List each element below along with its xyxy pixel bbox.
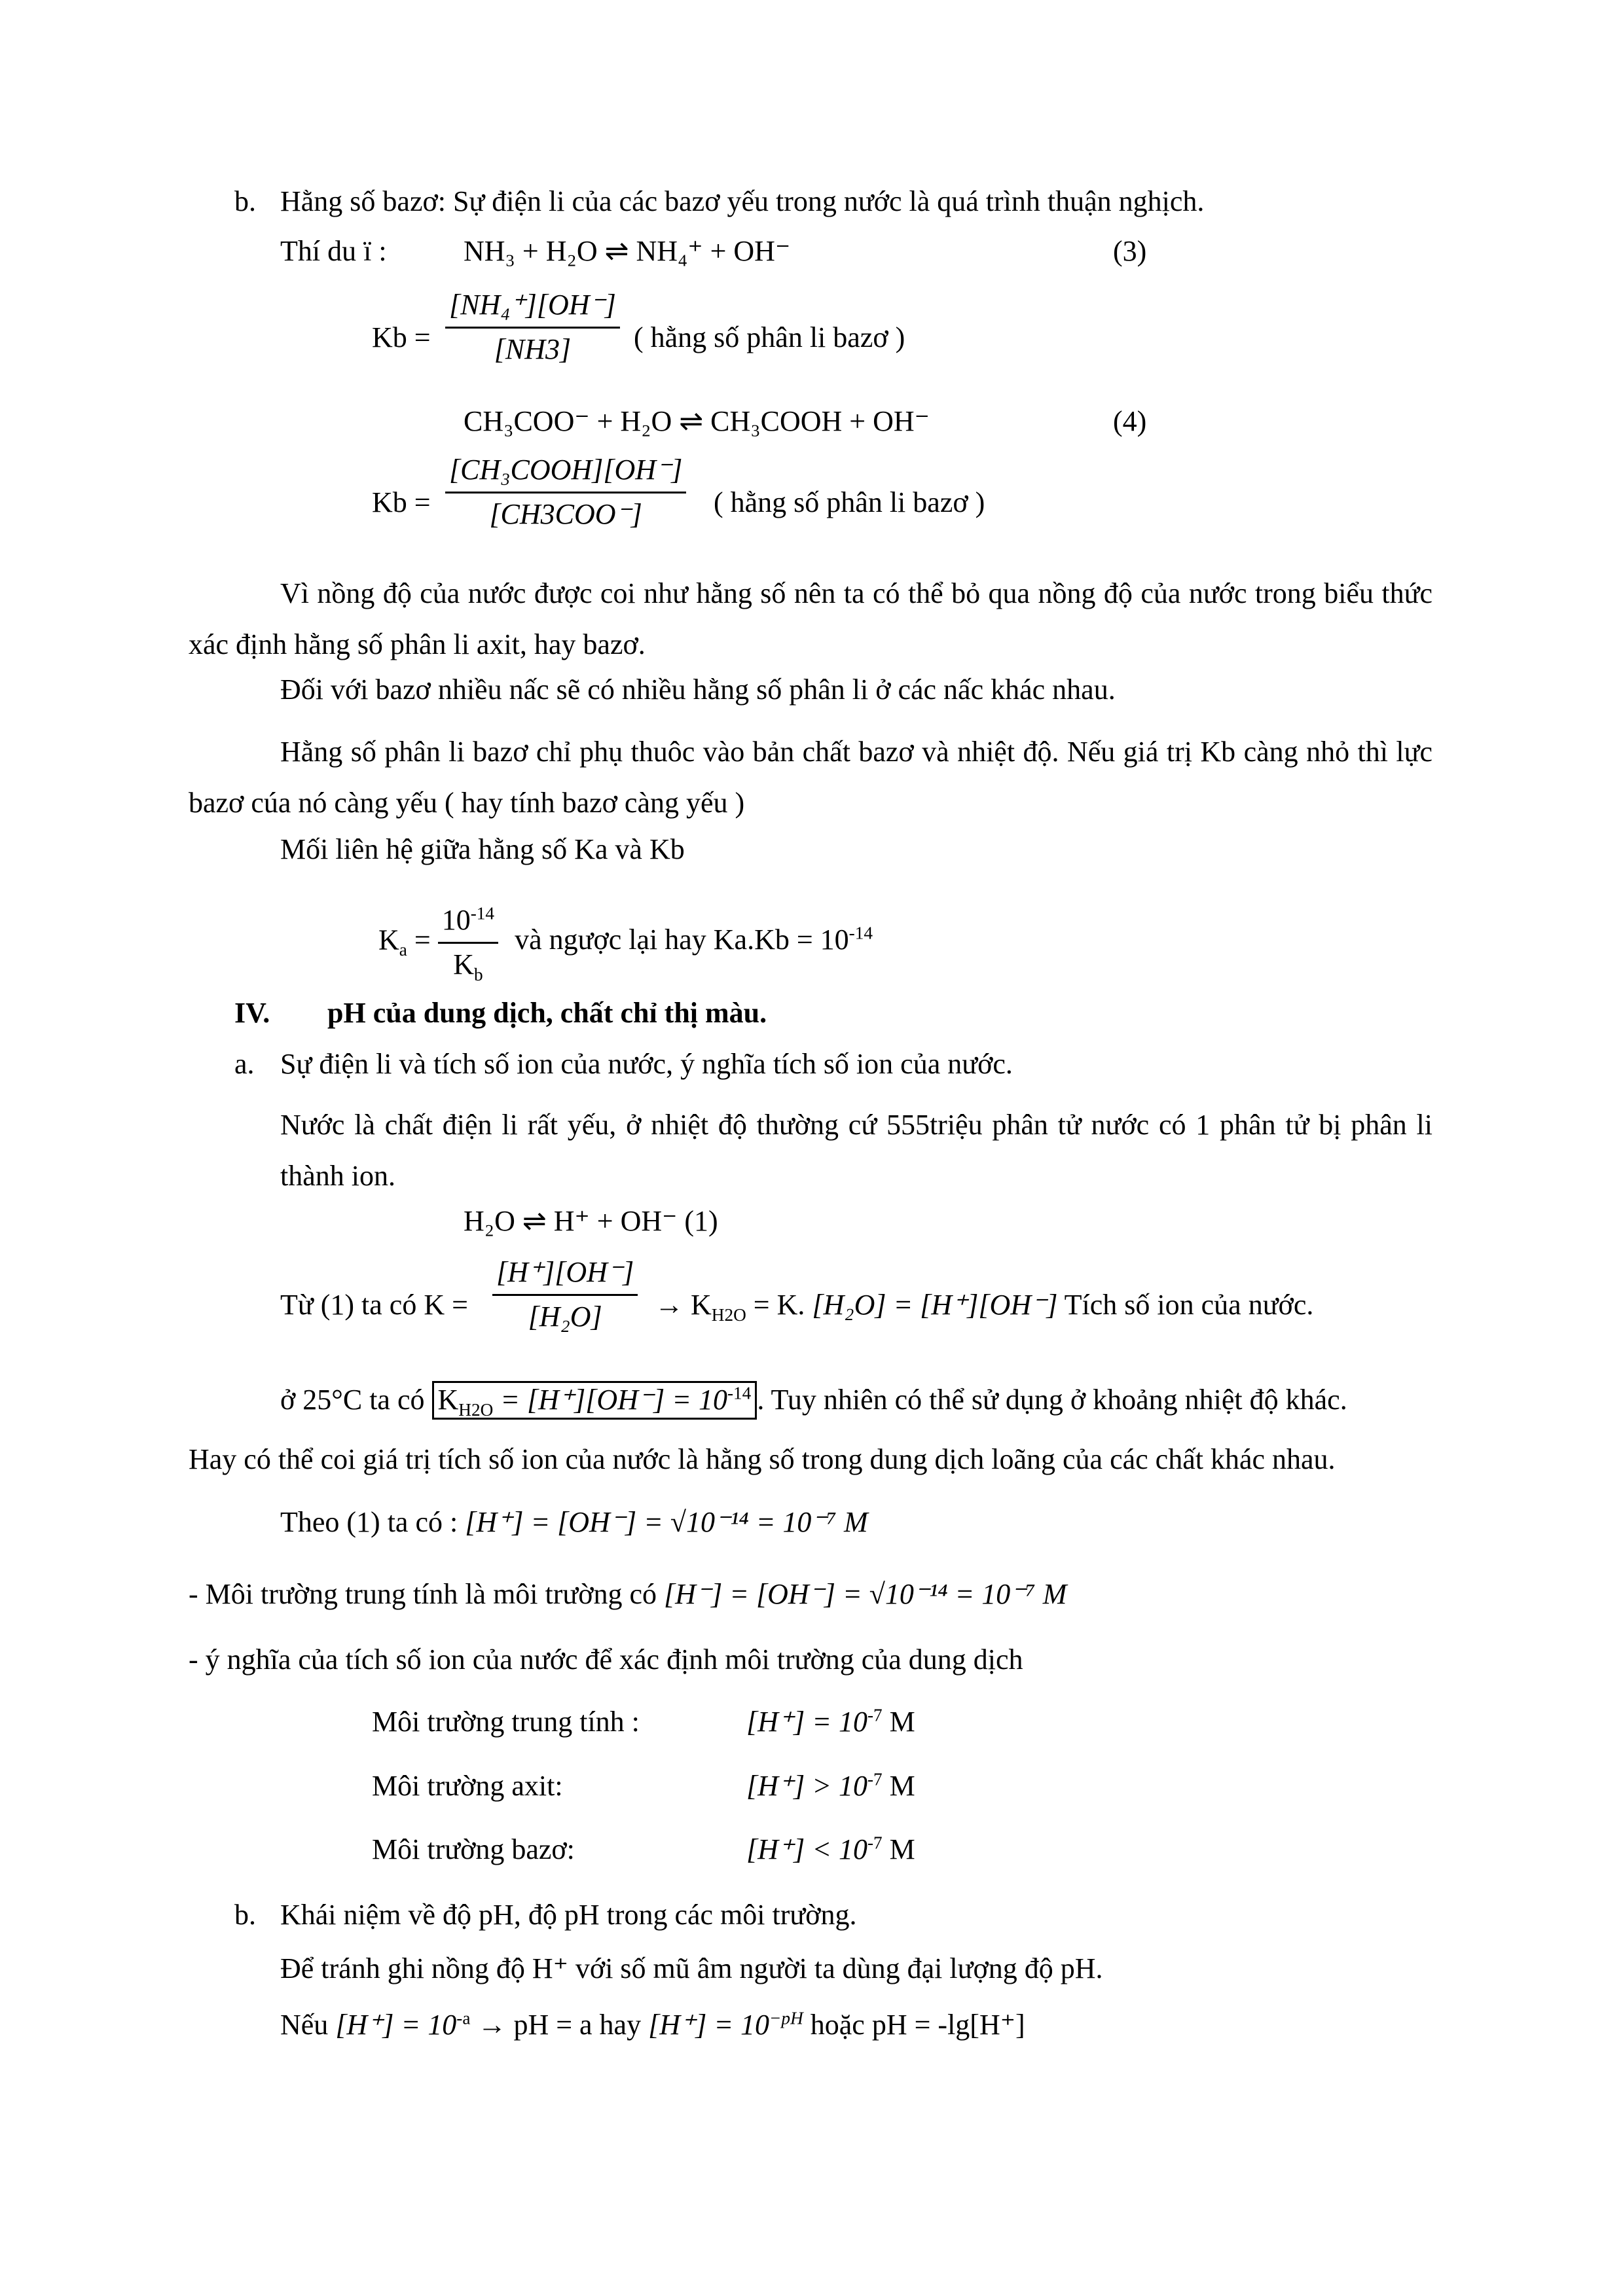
k-equation: [H₂O] = [H⁺][OH⁻] xyxy=(812,1289,1058,1321)
env-acid-expr xyxy=(746,1769,915,1804)
env-base-value: [H⁺] < 10 xyxy=(746,1833,867,1865)
env-neutral-value: [H⁺] = 10 xyxy=(746,1706,867,1738)
neu-expr-4: hoặc pH = -lg[H⁺] xyxy=(810,2009,1025,2041)
section-iv-title: pH của dung dịch, chất chỉ thị màu. xyxy=(327,997,767,1029)
neutral-line xyxy=(189,1577,1067,1612)
paragraph-dilute-solutions: Hay có thể coi giá trị tích số ion của nước là hằng số trong dung dịch loãng của các chất khác nhau. xyxy=(189,1443,1336,1475)
neu-exp-1: -a xyxy=(456,2008,471,2028)
kb-1-denominator: [NH3] xyxy=(494,332,572,365)
theo1-prefix: Theo (1) ta có : xyxy=(280,1506,458,1538)
env-acid-exp: -7 xyxy=(867,1769,883,1789)
section-b-heading: Hằng số bazơ: Sự điện li của các bazơ yếu trong nước là quá trình thuận nghịch. xyxy=(280,185,1205,217)
env-neutral-exp: -7 xyxy=(867,1705,883,1725)
kb-2-numerator: [CH₃COOH][OH⁻] xyxy=(445,453,686,493)
paragraph-water-constant: Vì nồng độ của nước được coi như hằng số nên ta có thể bỏ qua nồng độ của nước trong biểu thức xác định hằng số phân li axit, hay bazơ. xyxy=(189,577,1432,660)
ka-tail-exp: -14 xyxy=(848,923,873,943)
env-acid-label: Môi trường axit: xyxy=(372,1770,563,1802)
meaning-line: - ý nghĩa của tích số ion của nước để xác định môi trường của dung dịch xyxy=(189,1643,1023,1676)
kb-label-2: Kb = xyxy=(372,486,431,518)
k-definition-prefix: Từ (1) ta có K = xyxy=(280,1289,468,1321)
env-acid-unit: M xyxy=(882,1770,915,1802)
section-b-label: b. xyxy=(234,185,256,217)
at-25c-tail: . Tuy nhiên có thể sử dụng ở khoảng nhiệt độ khác. xyxy=(757,1384,1347,1416)
ka-denominator-sub: b xyxy=(473,964,483,984)
k-h2o-expression xyxy=(655,1288,1313,1323)
at-25c-prefix: ở 25°C ta có xyxy=(280,1384,425,1416)
at-25c-line xyxy=(280,1381,1347,1420)
example-label: Thí du ï : xyxy=(280,235,387,267)
kb-fraction-1 xyxy=(445,288,620,367)
k-arrow: → K xyxy=(655,1289,712,1321)
ph-definition-line xyxy=(280,2008,1025,2043)
kb-label-1: Kb = xyxy=(372,321,431,353)
equation-4-number: (4) xyxy=(1113,405,1147,437)
kh2o-boxed-value xyxy=(432,1381,757,1420)
k-tail: Tích số ion của nước. xyxy=(1064,1289,1314,1321)
section-b2-label: b. xyxy=(234,1899,256,1931)
k-mid: = K. xyxy=(753,1289,805,1321)
k-fraction xyxy=(492,1255,638,1335)
paragraph-polybasic: Đối với bazơ nhiều nấc sẽ có nhiều hằng số phân li ở các nấc khác nhau. xyxy=(280,673,1116,706)
ka-numerator-exp: -14 xyxy=(470,903,495,924)
ka-symbol: K xyxy=(378,924,399,956)
env-base-unit: M xyxy=(882,1833,915,1865)
kh2o-symbol: K xyxy=(437,1384,459,1416)
kh2o-exp: -14 xyxy=(727,1383,752,1403)
env-neutral-unit: M xyxy=(882,1706,915,1738)
ka-subscript: a xyxy=(399,940,407,960)
kb-fraction-2 xyxy=(445,453,686,532)
equation-water: H₂O ⇌ H⁺ + OH⁻ (1) xyxy=(464,1205,718,1237)
env-base-label: Môi trường bazơ: xyxy=(372,1833,575,1865)
section-b2-heading: Khái niệm về độ pH, độ pH trong các môi trường. xyxy=(280,1899,857,1931)
paragraph-ka-kb-relation: Mối liên hệ giữa hằng số Ka và Kb xyxy=(280,833,685,865)
k-h2o-sub: H2O xyxy=(711,1304,746,1325)
neu-expr-2: → pH = a hay xyxy=(477,2009,642,2041)
env-acid-value: [H⁺] > 10 xyxy=(746,1770,867,1802)
ka-denominator: K xyxy=(453,948,474,980)
neutral-prefix: - Môi trường trung tính là môi trường có xyxy=(189,1578,657,1610)
paragraph-kb-dependence: Hằng số phân li bazơ chỉ phụ thuôc vào bản chất bazơ và nhiệt độ. Nếu giá trị Kb càng nhỏ thì lực bazơ cúa nó càng yếu ( hay tính bazơ càng yếu ) xyxy=(189,736,1432,819)
kh2o-eq: = [H⁺][OH⁻] = 10 xyxy=(500,1384,727,1416)
kh2o-sub: H2O xyxy=(458,1399,494,1420)
kb-2-denominator: [CH3COO⁻] xyxy=(489,497,642,530)
env-neutral-expr xyxy=(746,1705,915,1740)
neu-label: Nếu xyxy=(280,2009,329,2041)
ka-numerator: 10 xyxy=(441,904,471,936)
paragraph-ph-intro: Để tránh ghi nồng độ H⁺ với số mũ âm người ta dùng đại lượng độ pH. xyxy=(280,1952,1103,1984)
env-base-expr xyxy=(746,1833,915,1867)
ka-formula: $K_a$ = $\frac{10^{-14}}{K_b}$ và ngược lại hay $Ka.Kb = 10^{-14}$ xyxy=(378,903,873,984)
theo1-line xyxy=(280,1505,868,1540)
paragraph-water-ionization: Nước là chất điện li rất yếu, ở nhiệt độ thường cứ 555triệu phân tử nước có 1 phân tử bị phân li thành ion. xyxy=(280,1109,1432,1192)
section-a-label: a. xyxy=(234,1048,255,1080)
neu-expr-1: [H⁺] = 10 xyxy=(335,2009,457,2041)
k-numerator: [H⁺][OH⁻] xyxy=(492,1255,638,1296)
neu-expr-3: [H⁺] = 10 xyxy=(648,2009,770,2041)
neutral-equation: [H⁻] = [OH⁻] = √10⁻¹⁴ = 10⁻⁷ M xyxy=(664,1578,1067,1610)
kb-note-1: ( hằng số phân li bazơ ) xyxy=(634,321,905,353)
ka-tail: và ngược lại hay Ka.Kb = 10 xyxy=(515,924,849,956)
kb-1-numerator: [NH₄⁺][OH⁻] xyxy=(445,288,620,329)
equation-4: CH₃COO⁻ + H₂O ⇌ CH₃COOH + OH⁻ xyxy=(464,405,930,437)
k-denominator: [H₂O] xyxy=(528,1300,602,1333)
neu-exp-3: −pH xyxy=(769,2008,803,2028)
equation-3: NH₃ + H₂O ⇌ NH₄⁺ + OH⁻ xyxy=(464,235,791,267)
section-a-heading: Sự điện li và tích số ion của nước, ý nghĩa tích số ion của nước. xyxy=(280,1048,1013,1080)
theo1-equation: [H⁺] = [OH⁻] = √10⁻¹⁴ = 10⁻⁷ M xyxy=(465,1506,868,1538)
env-neutral-label: Môi trường trung tính : xyxy=(372,1706,640,1738)
equation-3-number: (3) xyxy=(1113,235,1147,267)
env-base-exp: -7 xyxy=(867,1833,883,1853)
kb-note-2: ( hằng số phân li bazơ ) xyxy=(714,486,985,518)
section-iv-number: IV. xyxy=(234,997,270,1029)
